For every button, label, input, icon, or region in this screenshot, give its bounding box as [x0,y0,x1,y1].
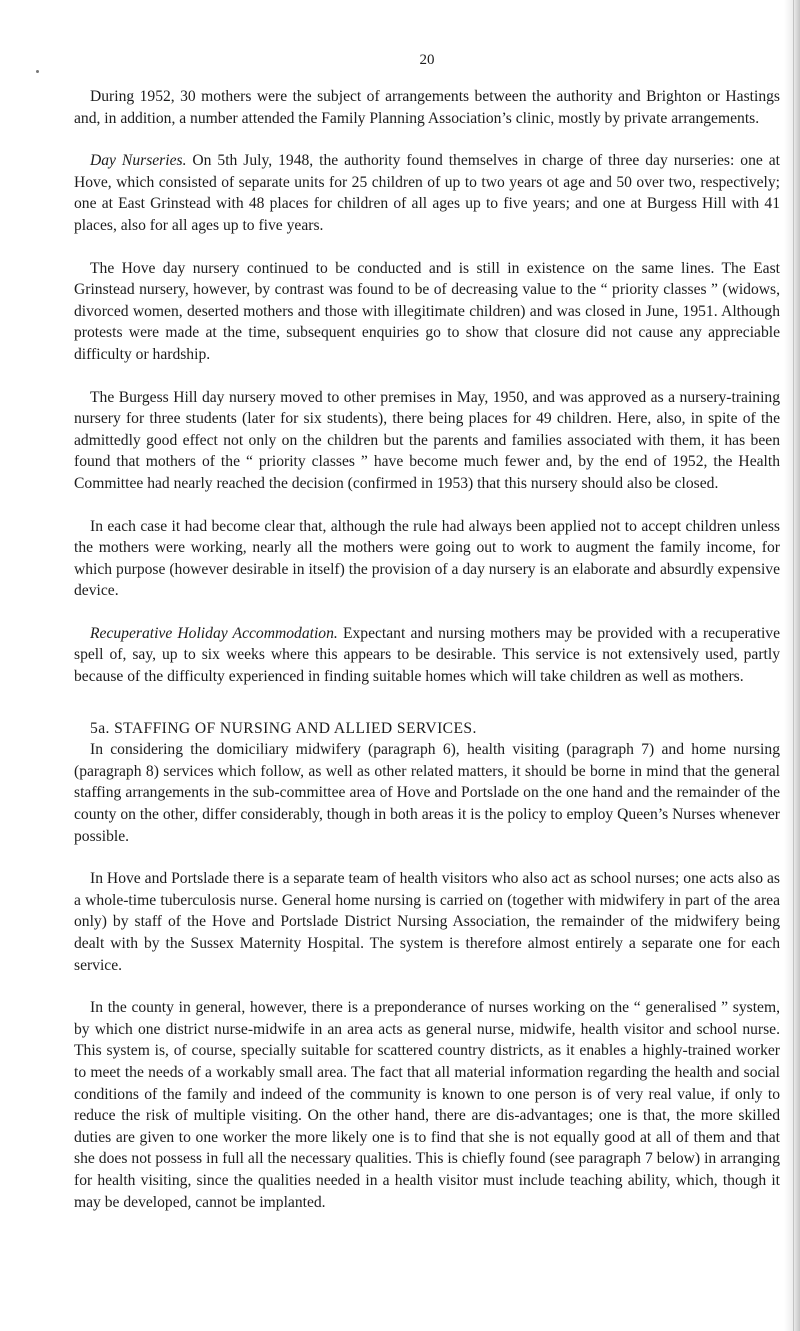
heading-recuperative-holiday: Recuperative Holiday Accommodation. [90,624,338,642]
document-page [74,0,780,1331]
paragraph-burgess-hill-nursery: The Burgess Hill day nursery moved to other premises in May, 1950, and was approved as a nursery-training nursery for three students (later for six students), there being places for 49 children. Here, also, in spite of the admittedly good effect not only on the children but the parents and families associated with them, it has been found that mothers of the “ priority classes ” have become much fewer and, by the end of 1952, the Health Committee had nearly reached the decision (confirmed in 1953) that this nursery should also be closed. [74,388,780,492]
heading-day-nurseries: Day Nurseries. [90,152,187,170]
paragraph-hove-portslade-team: In Hove and Portslade there is a separate team of health visitors who also act as school nurses; one acts also as a whole-time tuberculosis nurse. General home nursing is carried on (together with midwifery in part of the area only) by staff of the Hove and Portslade District Nursing Association, the remainder of the midwifery being dealt with by the Sussex Maternity Hospital. The system is therefore almost entirely a separate one for each service. [74,870,780,974]
section-heading-staffing: 5a. STAFFING OF NURSING AND ALLIED SERVICES. [90,719,477,737]
paragraph-staffing-considerations: In considering the domiciliary midwifery (paragraph 6), health visiting (paragraph 7) and home nursing (paragraph 8) services which follow, as well as other related matters, it should be borne in mind that the general staffing arrangements in the sub-committee area of Hove and Portslade on the one hand and the remainder of the county on the other, differ considerably, though in both areas it is the policy to employ Queen’s Nurses whenever possible. [74,741,780,845]
paragraph-each-case: In each case it had become clear that, although the rule had always been applied not to accept children unless the mothers were working, nearly all the mothers were going out to work to augment the family income, for which purpose (however desirable in itself) the provision of a day nursery is an elaborate and absurdly expensive device. [74,517,780,600]
page-edge-shadow [784,0,800,1331]
print-speck [36,70,39,73]
paragraph-recuperative-holiday [74,623,780,688]
body-text [74,86,780,1234]
paragraph-generalised-system: In the county in general, however, there is a preponderance of nurses working on the “ generalised ” system, by which one district nurse-midwife in an area acts as general nurse, midwife, health visitor and school nurse. This system is, of course, specially suitable for scattered country districts, as it enables a highly-trained worker to meet the needs of a workably small area. The fact that all material information regarding the health and social conditions of the family and indeed of the community is known to one person is of very real value, if only to reduce the risk of multiple visiting. On the other hand, there are dis-advantages; one is that, the more skilled duties are given to one worker the more likely one is to find that she is not equally good at all of them and that she does not possess in full all the necessary qualities. This is chiefly found (see paragraph 7 below) in arranging for health visiting, since the qualities needed in a health visitor must include teaching ability, which, though it may be developed, cannot be implanted. [74,999,780,1211]
paragraph-hove-nursery: The Hove day nursery continued to be conducted and is still in existence on the same lines. The East Grinstead nursery, however, by contrast was found to be of decreasing value to the “ priority classes ” (widows, divorced women, deserted mothers and those with illegitimate children) and was closed in June, 1951. Although protests were made at the time, subsequent enquiries go to show that closure did not cause any appreciable difficulty or hardship. [74,259,780,363]
page-edge-line [793,0,794,1331]
page-number: 20 [419,52,435,68]
paragraph-recuperative-holiday-text: Expectant and nursing mothers may be provided with a recuperative spell of, say, up to six weeks where this appears to be desirable. This service is not extensively used, partly because of the difficulty experienced in finding suitable homes which will take children as well as mothers. [74,624,780,686]
paragraph-day-nurseries [74,150,780,236]
paragraph-family-planning: During 1952, 30 mothers were the subject of arrangements between the authority and Brighton or Hastings and, in addition, a number attended the Family Planning Association’s clinic, mostly by private arrangements. [74,88,780,127]
paragraph-day-nurseries-text: On 5th July, 1948, the authority found themselves in charge of three day nurseries: one at Hove, which consisted of separate units for 25 children of up to two years ot age and 50 over two, respectively; one at East Grinstead with 48 places for children of all ages up to five years; and one at Burgess Hill with 41 places, also for all ages up to five years. [74,152,780,234]
